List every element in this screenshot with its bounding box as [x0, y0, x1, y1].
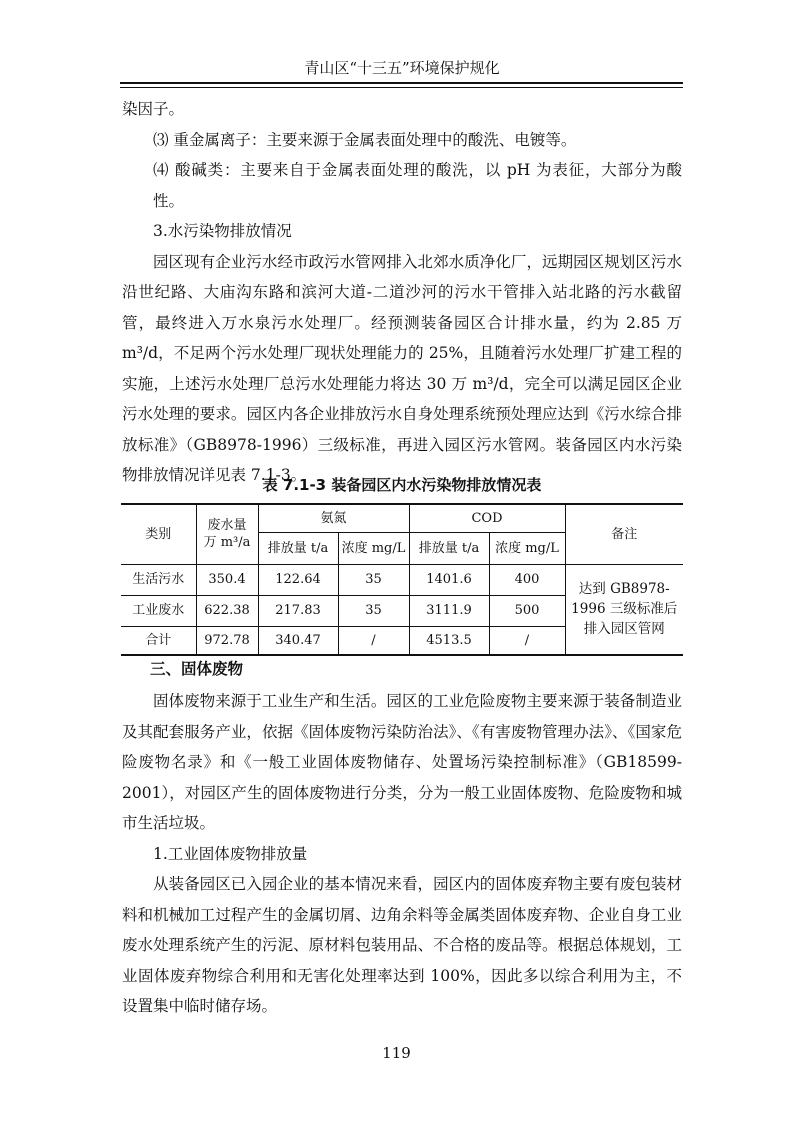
header-wastewater-label: 废水量 [207, 518, 247, 534]
header-category: 类别 [121, 504, 196, 564]
header-ammonia: 氨氮 [258, 504, 409, 532]
body-top [122, 94, 682, 491]
pollutant-table [121, 503, 683, 656]
paragraph-industrial-solid-waste: 从装备园区已入园企业的基本情况来看，园区内的固体废弃物主要有废包装材料和机械加工过程产生的金属切屑、边角余料等金属类固体废弃物、企业自身工业废水处理系统产生的污泥、原材料包装用品、不合格的废品等。根据总体规划，工业固体废弃物综合利用和无害化处理率达到 100%，因此多以综合利用为主，不设置集中临时储存场。 [122, 875, 682, 1015]
paragraph-water-discharge: 园区现有企业污水经市政污水管网排入北郊水质净化厂，远期园区规划区污水沿世纪路、大庙沟东路和滨河大道-二道沙河的污水干管排入站北路的污水截留管，最终进入万水泉污水处理厂。经预测装备园区合计排水量，约为 2.85 万 m³/d，不足两个污水处理厂现状处理能力的 25%，且随着污水处理厂扩建工程的实施，上述污水处理厂总污水处理能力将达 30 万 m³/d，完全可以满足园区企业污水处理的要求。园区内各企业排放污水自身处理系统预处理应达到《污水综合排放标准》（GB8978-1996）三级标准，再进入园区污水管网。装备园区内水污染物排放情况详见表 7.1-3。 [122, 252, 682, 484]
table-caption: 表 7.1-3 装备园区内水污染物排放情况表 [262, 476, 542, 494]
cell-wastewater: 972.78 [196, 626, 258, 655]
cell-cod-emission: 4513.5 [409, 626, 489, 655]
cell-cod-concentration: 400 [489, 564, 565, 595]
cell-cod-concentration: 500 [489, 595, 565, 626]
list-item-heavy-metals: ⑶ 重金属离子：主要来源于金属表面处理中的酸洗、电镀等。 [153, 130, 577, 149]
cell-cod-emission: 3111.9 [409, 595, 489, 626]
cell-category: 工业废水 [121, 595, 196, 626]
paragraph-continuation: 染因子。 [122, 100, 185, 118]
body-bottom [122, 686, 682, 1022]
header-cod-concentration: 浓度 mg/L [489, 532, 565, 564]
cell-note: 达到 GB8978-1996 三级标准后排入园区管网 [565, 564, 683, 655]
subheading-industrial-solid-waste: 1.工业固体废物排放量 [153, 844, 308, 863]
subheading-water-pollutants: 3.水污染物排放情况 [153, 222, 292, 240]
cell-nh-concentration: / [338, 626, 409, 655]
header-wastewater [196, 504, 258, 564]
header-wastewater-unit: 万 m³/a [203, 535, 251, 551]
running-header: 青山区“十三五”环境保护规化 [304, 59, 500, 77]
section-heading-solid-waste: 三、固体废物 [150, 660, 244, 678]
table-row [121, 564, 683, 595]
header-cod-emission: 排放量 t/a [409, 532, 489, 564]
list-item-acid-base: ⑷ 酸碱类：主要来自于金属表面处理的酸洗，以 pH 为表征，大部分为酸性。 [153, 161, 682, 210]
cell-wastewater: 622.38 [196, 595, 258, 626]
cell-category: 生活污水 [121, 564, 196, 595]
cell-nh-concentration: 35 [338, 595, 409, 626]
cell-nh-emission: 340.47 [258, 626, 338, 655]
paragraph-solid-waste-sources: 固体废物来源于工业生产和生活。园区的工业危险废物主要来源于装备制造业及其配套服务产业，依据《固体废物污染防治法》、《有害废物管理办法》、《国家危险废物名录》和《一般工业固体废物储存、处置场污染控制标准》（GB18599-2001），对园区产生的固体废物进行分类，分为一般工业固体废物、危险废物和城市生活垃圾。 [122, 692, 682, 832]
cell-wastewater: 350.4 [196, 564, 258, 595]
header-rule-thick [120, 82, 683, 84]
page-number: 119 [382, 1044, 411, 1062]
cell-nh-emission: 217.83 [258, 595, 338, 626]
header-note: 备注 [565, 504, 683, 564]
cell-cod-emission: 1401.6 [409, 564, 489, 595]
header-nh-emission: 排放量 t/a [258, 532, 338, 564]
cell-category: 合计 [121, 626, 196, 655]
header-rule-thin [120, 87, 683, 88]
cell-nh-concentration: 35 [338, 564, 409, 595]
header-nh-concentration: 浓度 mg/L [338, 532, 409, 564]
cell-nh-emission: 122.64 [258, 564, 338, 595]
header-cod: COD [409, 504, 565, 532]
cell-cod-concentration: / [489, 626, 565, 655]
